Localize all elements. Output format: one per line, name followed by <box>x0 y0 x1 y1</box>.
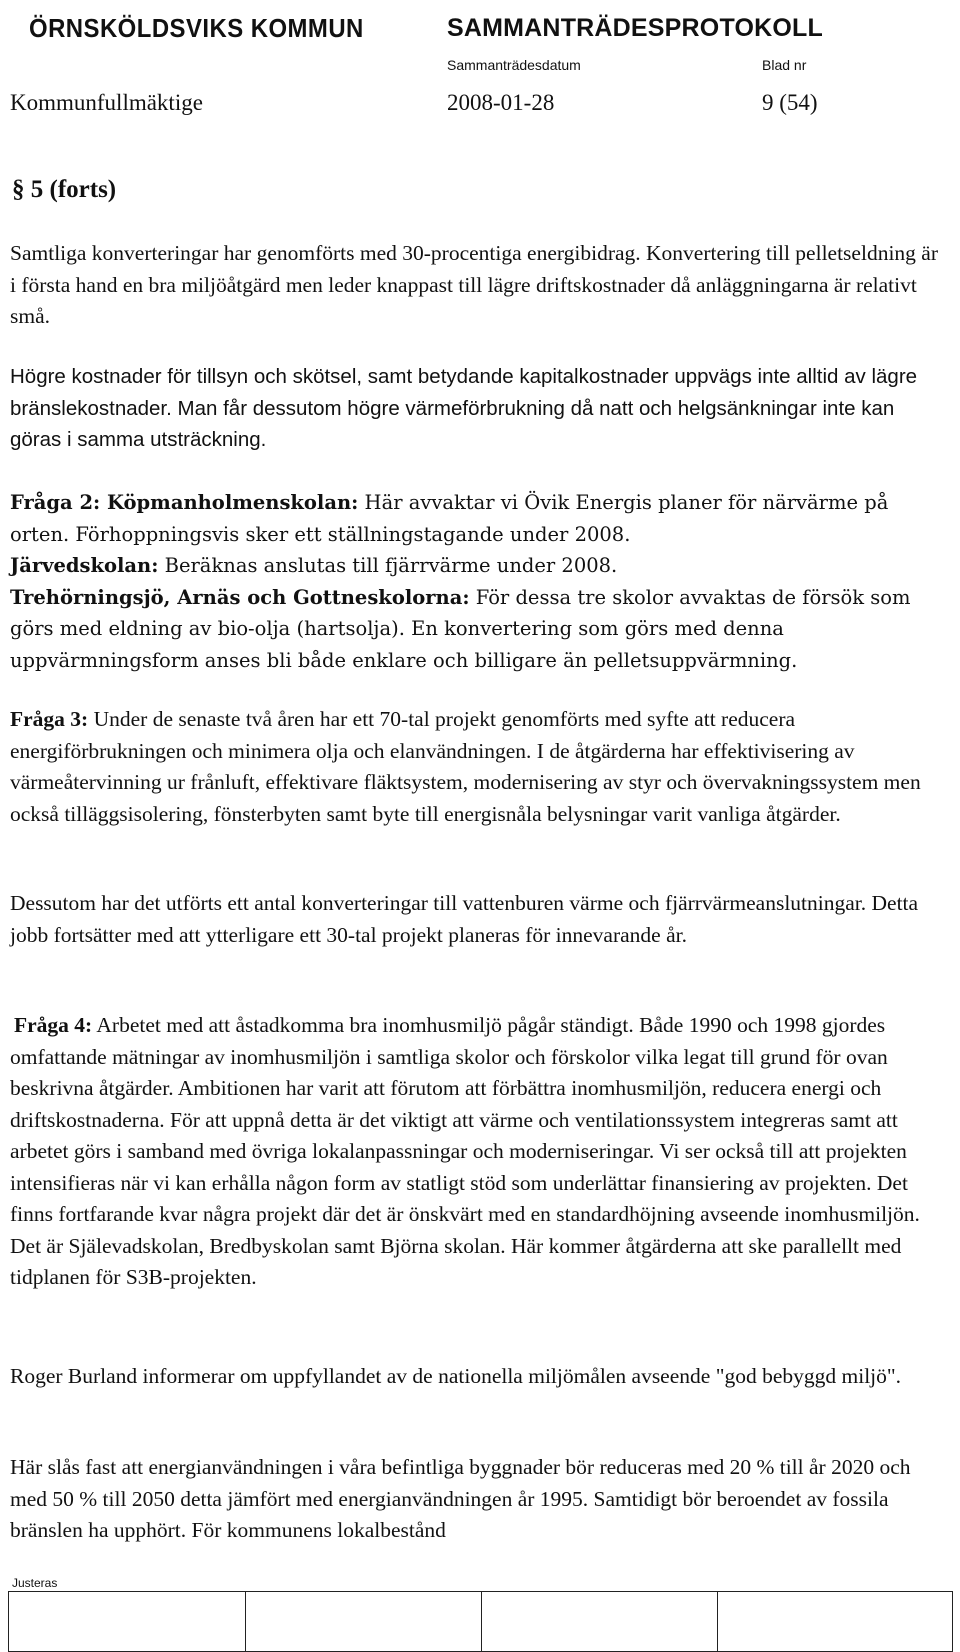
paragraph-energy-targets: Här slås fast att energianvändningen i våra befintliga byggnader bör reduceras med 20 % till år 2020 och med 50 % till 2050 detta jämfört med energianvändningen år 1995. Samtidigt bör beroendet av fossila bränslen ha upphört. För kommunens lokalbestånd <box>10 1455 911 1542</box>
page-label: Blad nr <box>762 57 807 73</box>
meeting-date: 2008-01-28 <box>447 90 555 115</box>
trehorn-text: För dessa tre skolor avvaktas de försök som görs med eldning av bio-olja (hartsolja). En konvertering som görs med denna uppvärmningsform anses bli både enklare och billigare än pelletsuppvärmning. <box>10 585 911 672</box>
signature-cell <box>245 1591 482 1652</box>
date-label: Sammanträdesdatum <box>447 57 581 73</box>
q4-text: Arbetet med att åstadkomma bra inomhusmiljö pågår ständigt. Både 1990 och 1998 gjordes omfattande mätningar av inomhusmiljön i samtliga skolor och förskolor vilka legat till grund för ovan beskrivna åtgärder. Ambitionen har varit att förutom att förbättra inomhusmiljön, reducera energi och driftskostnaderna. För att uppnå detta är det viktigt att värme och ventilationssystem integreras samt att arbetet görs i samband med övriga lokalanpassningar och moderniseringar. Vi ser också till att projekten intensifieras när vi kan erhålla någon form av statligt stöd som underlättar finansiering av projekten. Det finns fortfarande kvar några projekt där det är önskvärt med en standardhöjning avseende inomhusmiljön. Det är Själevadskolan, Bredbyskolan samt Björna skolan. Här kommer åtgärderna att ske parallellt med tidplanen för S3B-projekten. <box>10 1013 920 1289</box>
signature-cell <box>8 1591 246 1652</box>
document-title: SAMMANTRÄDESPROTOKOLL <box>447 14 823 42</box>
paragraph-burland: Roger Burland informerar om uppfyllandet av de nationella miljömålen avseende "god bebyggd miljö". <box>10 1364 902 1388</box>
municipality-logo <box>17 4 364 52</box>
page-number: 9 (54) <box>762 90 818 115</box>
paragraph-conversions: Samtliga konverteringar har genomförts med 30-procentiga energibidrag. Konvertering till pelletseldning är i första hand en bra miljöåtgärd men leder knappast till lägre driftskostnader då anläggningarna är relativt små. <box>10 241 938 328</box>
q3-text: Under de senaste två åren har ett 70-tal projekt genomförts med syfte att reducera energiförbrukningen och minimera olja och elanvändningen. I de åtgärderna har effektivisering av värmeåtervinning ur frånluft, effektivare fläktsystem, modernisering av styr och övervakningssystem men också tilläggsisolering, fönsterbyten samt byte till energisnåla belysningar varit vanliga åtgärder. <box>10 707 921 826</box>
q3-label: Fråga 3: <box>10 707 89 731</box>
signature-cell <box>717 1591 953 1652</box>
paragraph-costs: Högre kostnader för tillsyn och skötsel, samt betydande kapitalkostnader uppvägs inte alltid av lägre bränslekostnader. Man får dessutom högre värmeförbrukning då natt och helgsänkningar inte kan göras i samma utsträckning. <box>10 365 918 451</box>
signature-grid <box>8 1574 953 1652</box>
q4-label: Fråga 4: <box>14 1013 93 1037</box>
paragraph-conversions-2: Dessutom har det utförts ett antal konverteringar till vattenburen värme och fjärrvärmeanslutningar. Detta jobb fortsätter med att ytterligare ett 30-tal projekt planeras för innevarande år. <box>10 891 919 947</box>
q2-label: Fråga 2: Köpmanholmenskolan: <box>10 491 359 514</box>
paragraph-question-3 <box>10 704 940 830</box>
paragraph-question-2 <box>10 487 940 676</box>
trehorn-label: Trehörningsjö, Arnäs och Gottneskolorna: <box>10 585 470 609</box>
body-name: Kommunfullmäktige <box>10 90 203 115</box>
justeras-label: Justeras <box>12 1576 58 1590</box>
section-heading: § 5 (forts) <box>12 176 117 203</box>
paragraph-question-4 <box>10 1010 940 1294</box>
signature-cell <box>481 1591 718 1652</box>
jarved-label: Järvedskolan: <box>10 554 159 577</box>
jarved-text: Beräknas anslutas till fjärrvärme under 2008. <box>158 554 618 577</box>
q2-text: Här avvaktar vi Övik Energis planer för närvärme på orten. Förhoppningsvis sker ett ställningstagande under 2008. <box>10 491 889 546</box>
org-name: ÖRNSKÖLDSVIKS KOMMUN <box>29 12 364 43</box>
